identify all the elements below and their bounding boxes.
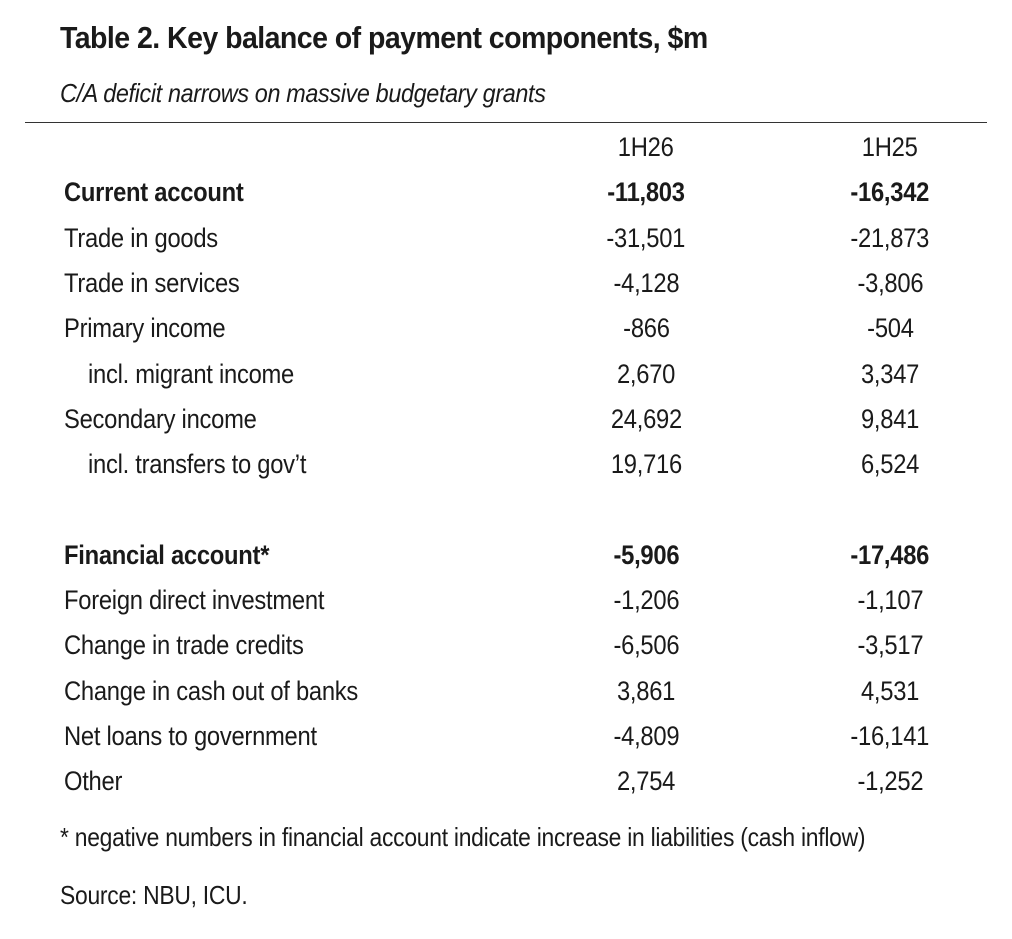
table-title: Table 2. Key balance of payment components, $m bbox=[60, 20, 708, 55]
table-row-net-loans-to-government bbox=[64, 714, 1012, 759]
row-value-1h25: -16,342 bbox=[850, 177, 930, 208]
column-header-1h26: 1H26 bbox=[618, 132, 674, 163]
row-value-1h26: -866 bbox=[622, 313, 670, 344]
row-value-1h26: -5,906 bbox=[613, 539, 679, 570]
table-footnote: * negative numbers in financial account indicate increase in liabilities (cash inflow) bbox=[60, 822, 866, 852]
row-value-1h26: 24,692 bbox=[610, 403, 682, 434]
row-label: Net loans to government bbox=[64, 721, 317, 751]
row-value-1h26: 19,716 bbox=[610, 449, 682, 480]
row-value-1h26: -6,506 bbox=[613, 630, 679, 661]
row-value-1h26: -11,803 bbox=[607, 177, 685, 208]
table-row-fdi bbox=[64, 578, 1012, 623]
row-value-1h26: -4,128 bbox=[613, 268, 679, 299]
row-value-1h25: -17,486 bbox=[850, 539, 930, 570]
row-value-1h25: -21,873 bbox=[850, 222, 930, 253]
source-note: Source: NBU, ICU. bbox=[60, 880, 248, 910]
row-value-1h25: 6,524 bbox=[860, 449, 920, 480]
table-spacer-row bbox=[64, 487, 1012, 532]
row-value-1h25: 9,841 bbox=[860, 403, 920, 434]
row-value-1h26: -4,809 bbox=[613, 721, 679, 751]
row-value-1h25: -3,806 bbox=[857, 268, 923, 299]
row-value-1h26: -1,206 bbox=[613, 585, 679, 616]
header-row bbox=[64, 125, 1012, 170]
row-value-1h26: -31,501 bbox=[606, 222, 686, 253]
table-row-secondary-income bbox=[64, 397, 1012, 442]
row-value-1h25: -16,141 bbox=[850, 721, 930, 751]
row-value-1h26: 2,670 bbox=[616, 358, 676, 389]
row-value-1h25: -1,252 bbox=[857, 766, 923, 797]
row-value-1h25: 3,347 bbox=[860, 358, 920, 389]
row-label: Change in cash out of banks bbox=[64, 675, 359, 706]
table-row-trade-credits bbox=[64, 623, 1012, 668]
row-label: Trade in services bbox=[64, 268, 240, 299]
balance-of-payments-table bbox=[64, 125, 1012, 804]
header-divider bbox=[25, 122, 987, 123]
row-label: incl. transfers to gov’t bbox=[88, 449, 307, 480]
table-row-trade-in-goods bbox=[64, 216, 1012, 261]
row-label: Secondary income bbox=[64, 403, 257, 434]
row-value-1h26: 3,861 bbox=[616, 675, 676, 706]
table-row-current-account bbox=[64, 170, 1012, 215]
row-label: Primary income bbox=[64, 313, 226, 344]
table-subtitle: C/A deficit narrows on massive budgetary grants bbox=[60, 78, 546, 108]
row-label: Current account bbox=[64, 177, 244, 208]
table-row-transfers-to-gov bbox=[64, 442, 1012, 487]
row-value-1h25: -1,107 bbox=[857, 585, 923, 616]
row-label: Other bbox=[64, 766, 123, 797]
table-row-other bbox=[64, 759, 1012, 804]
row-label: Change in trade credits bbox=[64, 630, 304, 661]
table-row-migrant-income bbox=[64, 351, 1012, 396]
table-row-trade-in-services bbox=[64, 261, 1012, 306]
header-label-cell bbox=[64, 125, 524, 170]
row-label: Trade in goods bbox=[64, 222, 218, 253]
row-label: Financial account* bbox=[64, 539, 270, 570]
row-value-1h25: -3,517 bbox=[857, 630, 923, 661]
spacer-cell bbox=[64, 487, 1012, 532]
table-row-financial-account bbox=[64, 533, 1012, 578]
table-row-cash-out-of-banks bbox=[64, 669, 1012, 714]
column-header-1h25: 1H25 bbox=[862, 132, 918, 163]
row-label: incl. migrant income bbox=[88, 358, 295, 389]
table-row-primary-income bbox=[64, 306, 1012, 351]
row-value-1h26: 2,754 bbox=[616, 766, 676, 797]
row-value-1h25: 4,531 bbox=[860, 675, 920, 706]
row-label: Foreign direct investment bbox=[64, 585, 325, 616]
row-value-1h25: -504 bbox=[866, 313, 914, 344]
